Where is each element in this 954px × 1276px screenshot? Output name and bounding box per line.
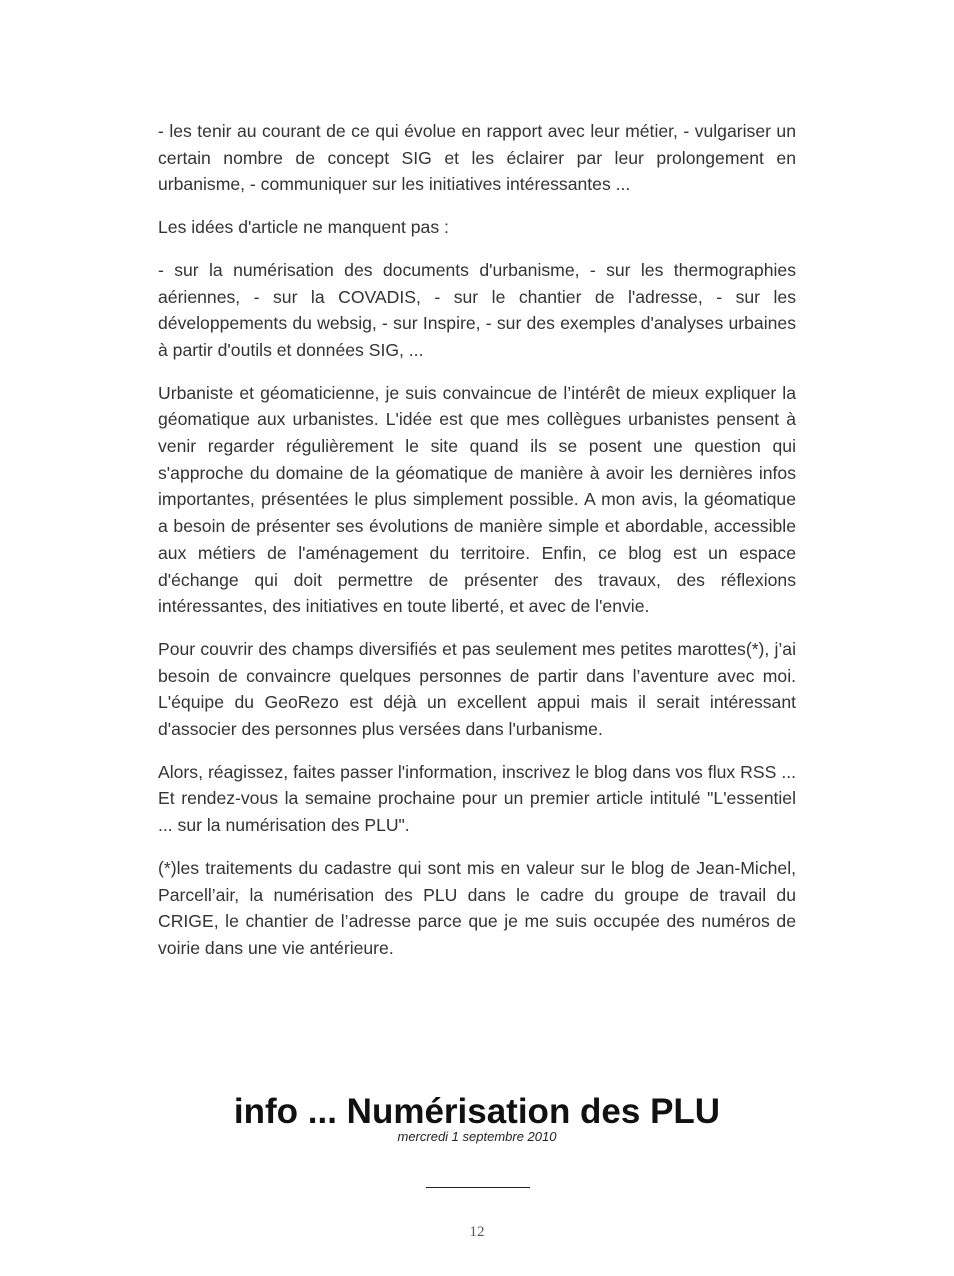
article-header [0,1090,954,1146]
paragraph-ideas-list: - sur la numérisation des documents d'urbanisme, - sur les thermographies aériennes, - sur la COVADIS, - sur le chantier de l'adresse, - sur les développements du websig, - sur Inspire, - sur des exemples d'analyses urbaines à partir d'outils et données SIG, ... [158,259,796,360]
page-number: 12 [469,1224,485,1240]
paragraph-ideas-intro: Les idées d'article ne manquent pas : [158,217,449,238]
paragraph-motivation: Urbaniste et géomaticienne, je suis convaincue de l’intérêt de mieux expliquer la géomatique aux urbanistes. L'idée est que mes collègues urbanistes pensent à venir regarder régulièrement le site quand ils se posent une question qui s'approche du domaine de la géomatique de manière à avoir les dernières infos importantes, présentées le plus simplement possible. A mon avis, la géomatique a besoin de présenter ses évolutions de manière simple et abordable, accessible aux métiers de l'aménagement du territoire. Enfin, ce blog est un espace d'échange qui doit permettre de présenter des travaux, des réflexions intéressantes, des initiatives en toute liberté, et avec de l'envie. [158,382,796,617]
article-date: mercredi 1 septembre 2010 [397,1129,557,1144]
paragraph-call-to-action: Alors, réagissez, faites passer l'information, inscrivez le blog dans vos flux RSS ... Et rendez-vous la semaine prochaine pour un premier article intitulé "L'essentiel ... sur la numérisation des PLU". [158,761,796,836]
paragraph-footnote: (*)les traitements du cadastre qui sont mis en valeur sur le blog de Jean-Michel, Parcell’air, la numérisation des PLU dans le cadre du groupe de travail du CRIGE, le chantier de l’adresse parce que je me suis occupée des numéros de voirie dans une vie antérieure. [158,857,796,958]
article-title: info ... Numérisation des PLU [233,1092,721,1131]
paragraph-goals: - les tenir au courant de ce qui évolue en rapport avec leur métier, - vulgariser un certain nombre de concept SIG et les éclairer par leur prolongement en urbanisme, - communiquer sur les initiatives intéressantes ... [158,121,796,195]
paragraph-call-for-contributors: Pour couvrir des champs diversifiés et pas seulement mes petites marottes(*), j’ai besoin de convaincre quelques personnes de partir dans l’aventure avec moi. L'équipe du GeoRezo est déjà un excellent appui mais il serait intéressant d'associer des personnes plus versées dans l'urbanisme. [158,638,796,740]
divider [426,1187,530,1188]
body-text [158,118,796,978]
